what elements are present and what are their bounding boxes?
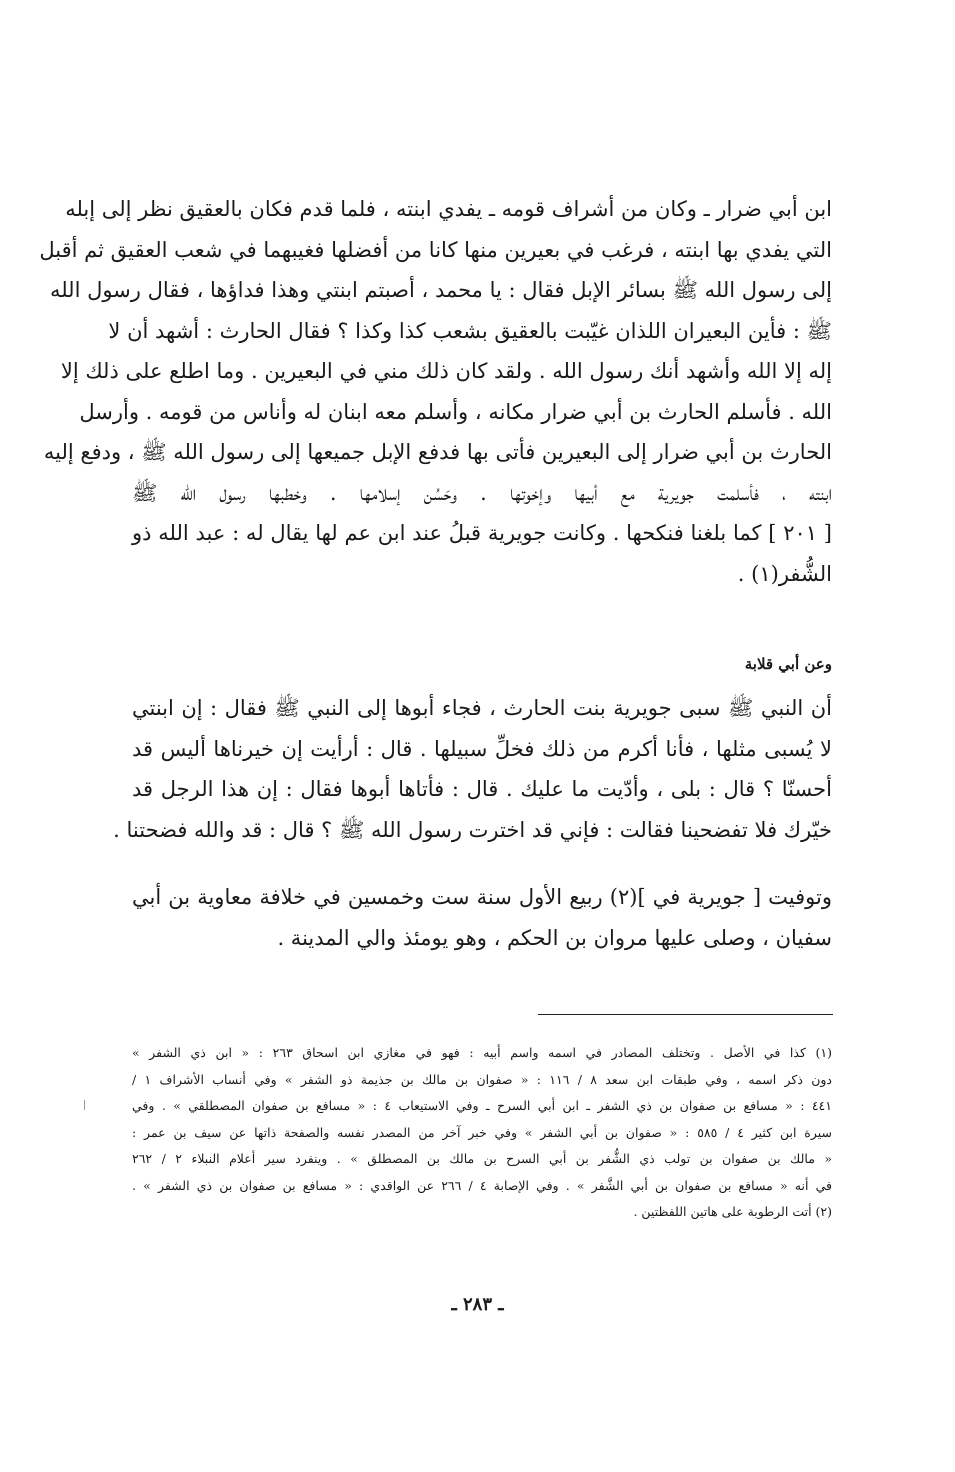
text-line: الله . فأسلم الحارث بن أبي ضرار مكانه ، وأسلم معه ابنان له وأناس من قومه . وأرسل xyxy=(79,399,832,424)
paragraph-3 xyxy=(132,877,832,958)
paragraph-2 xyxy=(113,688,832,850)
text-line: أن النبي ﷺ سبى جويرية بنت الحارث ، فجاء أبوها إلى النبي ﷺ فقال : إن ابنتي xyxy=(132,696,832,720)
section-heading: وعن أبي قلابة xyxy=(744,655,832,673)
footnotes xyxy=(132,1040,832,1226)
footnote-line: دون ذكر اسمه ، وفي طبقات ابن سعد ٨ / ١١٦ : « صفوان بن مالك بن جذيمة ذو الشفر » وفي أنساب الأشراف ١ / xyxy=(132,1071,832,1087)
footnote-line: ٤٤١ : « مسافع بن صفوان بن ذي الشفر ـ ابن أبي السرح ـ وفي الاستيعاب ٤ : « مسافع بن صفوان المصطلقي » . وفي xyxy=(132,1098,832,1113)
text-line: إله إلا الله وأشهد أنك رسول الله . ولقد كان ذلك مني في البعيرين . وما اطلع على ذلك إلا xyxy=(60,359,832,383)
footnote-line: (٢) أتت الرطوبة على هاتين اللفظتين . xyxy=(633,1204,832,1219)
text-line: سفيان ، وصلى عليها مروان بن الحكم ، وهو يومئذ والي المدينة . xyxy=(277,925,832,950)
text-line: ابنته ، فأسلمت جويرية مع أبيها وإخوتها . وحَسُن إسلامها . وخطبها رسول الله ﷺ xyxy=(132,480,832,505)
text-line: إلى رسول الله ﷺ بسائر الإبل فقال : يا محمد ، أصبتم ابنتي وهذا فداؤها ، فقال رسول الله xyxy=(49,278,832,302)
text-line: أحسنّا ؟ قال : بلى ، وأدّيت ما عليك . قال : فأتاها أبوها فقال : إن هذا الرجل قد xyxy=(132,777,832,801)
footnote-line: « مالك بن صفوان بن تولب ذي الشُّفر بن أبي السرح بن مالك بن المصطلق » . وينفرد سير أعلام النبلاء ٢ / ٢٦٢ xyxy=(132,1151,832,1166)
page-number: ـ ٢٨٣ ـ xyxy=(451,1294,504,1315)
margin-mark xyxy=(84,1100,85,1110)
text-line: [ ٢٠١ ] كما بلغنا فنكحها . وكانت جويرية قبلُ عند ابن عم لها يقال له : عبد الله ذو xyxy=(132,521,832,545)
text-line: خيّرك فلا تفضحينا فقالت : فإني قد اخترت رسول الله ﷺ ؟ قال : قد والله فضحتنا . xyxy=(113,817,832,842)
text-line: ابن أبي ضرار ـ وكان من أشراف قومه ـ يفدي ابنته ، فلما قدم فكان بالعقيق نظر إلى إبله xyxy=(65,197,832,221)
footnote-line: في أنه « مسافع بن صفوان بن أبي الشَّفر » . وفي الإصابة ٤ / ٢٦٦ عن الواقدي : « مسافع بن صفوان بن ذي الشفر » . xyxy=(132,1177,832,1193)
text-line: الحارث بن أبي ضرار إلى البعيرين فأتى بها فدفع الإبل جميعها إلى رسول الله ﷺ ، ودفع إليه xyxy=(43,440,832,464)
text-line: ﷺ : فأين البعيران اللذان غيّبت بالعقيق بشعب كذا وكذا ؟ فقال الحارث : أشهد أن لا xyxy=(108,318,832,343)
text-line: لا يُسبى مثلها ، فأنا أكرم من ذلك فخلِّ سبيلها . قال : أرأيت إن خيرناها أليس قد xyxy=(132,736,832,761)
paragraph-1 xyxy=(39,189,832,594)
footnote-separator xyxy=(538,1014,833,1015)
text-line: التي يفدي بها ابنته ، فرغب في بعيرين منها كانا من أفضلها فغيبهما في شعب العقيق ثم أقبل xyxy=(39,237,832,262)
footnote-line: (١) كذا في الأصل . وتختلف المصادر في اسمه واسم أبيه : فهو في مغازي ابن اسحاق ٢٦٣ : « ابن ذي الشفر » xyxy=(132,1045,832,1060)
footnote-line: سيرة ابن كثير ٤ / ٥٨٥ : « صفوان بن أبي الشفر » وفي خبر آخر من المصدر نفسه والصفحة ذاتها عن سيف بن عمر : xyxy=(132,1124,832,1140)
text-line: الشُّفر(١) . xyxy=(737,561,832,586)
text-line: وتوفيت [ جويرية في ](٢) ربيع الأول سنة ست وخمسين في خلافة معاوية بن أبي xyxy=(132,885,832,909)
